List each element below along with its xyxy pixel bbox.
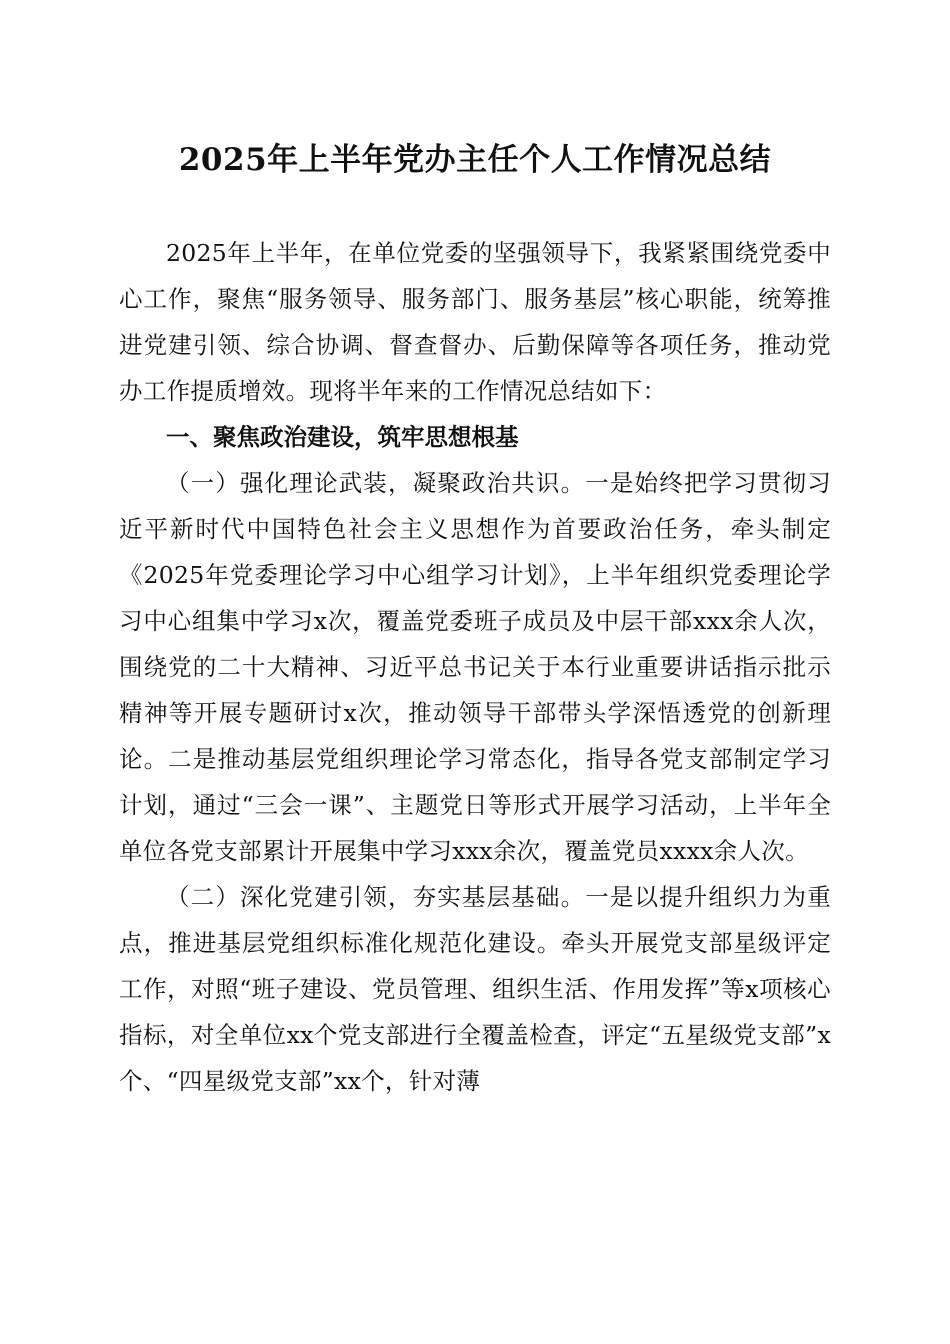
- document-body: [119, 230, 831, 1104]
- document-title: 2025年上半年党办主任个人工作情况总结: [178, 142, 772, 178]
- intro-paragraph: 2025年上半年，在单位党委的坚强领导下，我紧紧围绕党委中心工作，聚焦“服务领导、服务部门、服务基层”核心职能，统筹推进党建引领、综合协调、督查督办、后勤保障等各项任务，推动党办工作提质增效。现将半年来的工作情况总结如下：: [119, 239, 831, 405]
- body-paragraph: （一）强化理论武装，凝聚政治共识。一是始终把学习贯彻习近平新时代中国特色社会主义思想作为首要政治任务，牵头制定《2025年党委理论学习中心组学习计划》，上半年组织党委理论学习中心组集中学习x次，覆盖党委班子成员及中层干部xxx余人次，围绕党的二十大精神、习近平总书记关于本行业重要讲话指示批示精神等开展专题研讨x次，推动领导干部带头学深悟透党的创新理论。二是推动基层党组织理论学习常态化，指导各党支部制定学习计划，通过“三会一课”、主题党日等形式开展学习活动，上半年全单位各党支部累计开展集中学习xxx余次，覆盖党员xxxx余人次。: [119, 469, 831, 865]
- section-heading: 一、聚焦政治建设，筑牢思想根基: [166, 423, 519, 451]
- body-paragraph: （二）深化党建引领，夯实基层基础。一是以提升组织力为重点，推进基层党组织标准化规范化建设。牵头开展党支部星级评定工作，对照“班子建设、党员管理、组织生活、作用发挥”等x项核心指标，对全单位xx个党支部进行全覆盖检查，评定“五星级党支部”x个、“四星级党支部”xx个，针对薄: [119, 883, 831, 1095]
